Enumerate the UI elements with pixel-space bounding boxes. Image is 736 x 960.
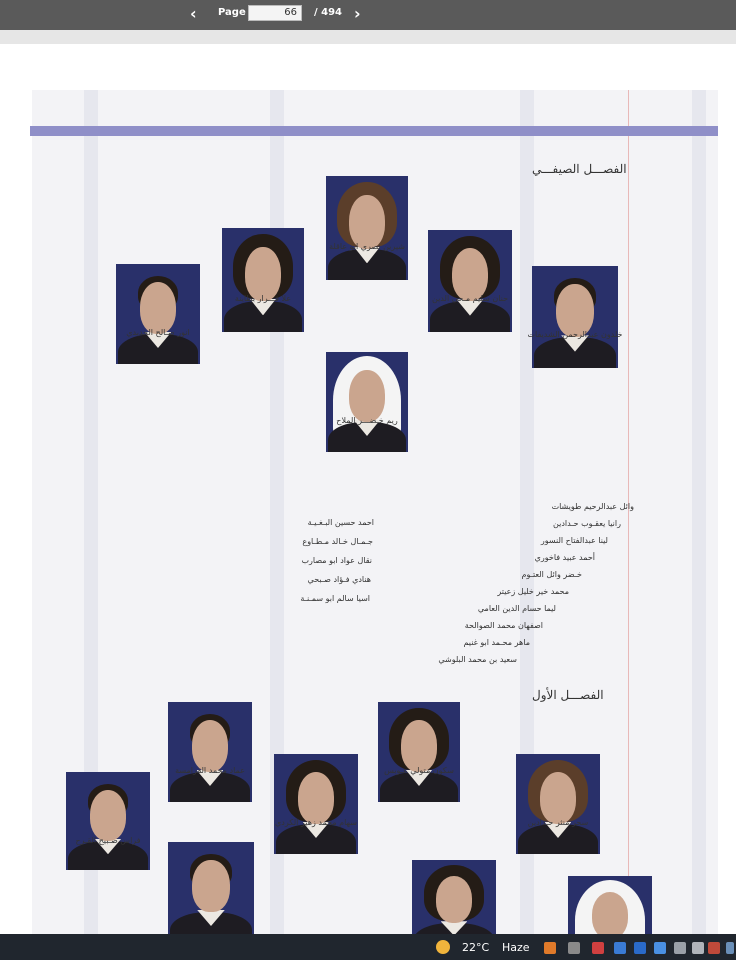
student-name-line: سعيد بن محمد البلوشي	[438, 655, 517, 664]
student-name-line: ماهر محـمد ابو غنيم	[463, 638, 530, 647]
student-photo	[516, 754, 600, 854]
usb-icon[interactable]	[692, 942, 704, 954]
skype-icon[interactable]	[568, 942, 580, 954]
student-name: سحر منثر حـدادين	[527, 818, 589, 827]
outlook-icon[interactable]	[634, 942, 646, 954]
weather-label[interactable]: Haze	[502, 941, 530, 954]
student-name: حنان سليم مـحي الدين	[431, 294, 509, 303]
next-page-button[interactable]: ›	[354, 4, 361, 23]
student-photo	[222, 228, 304, 332]
page-label: Page	[218, 7, 246, 18]
student-name: سكون متولي عـوبس	[384, 766, 454, 775]
student-name: خلدون عبدالرحمن الشديفات	[527, 330, 623, 339]
viewer-toolbar	[0, 0, 736, 30]
margin-line	[628, 90, 629, 934]
student-photo	[326, 176, 408, 280]
student-name-line: نقال عواد ابو مصارب	[301, 556, 372, 565]
student-photo	[326, 352, 408, 452]
student-name-line: محمد خير خليل زعيتر	[497, 587, 569, 596]
notification-icon[interactable]	[726, 942, 734, 954]
student-photo	[412, 860, 496, 934]
student-name-line: جـمـال خـالد مـطـاوع	[302, 537, 373, 546]
student-photo	[378, 702, 460, 802]
section-title-summer: الفصـــل الصيفـــي	[532, 162, 627, 176]
student-photo	[532, 266, 618, 368]
taskbar	[0, 934, 736, 960]
student-name-line: ليما حسام الدين العامي	[477, 604, 556, 613]
student-name-line: أحمد عبيد فاخوري	[534, 553, 595, 562]
student-name: سهام محمد زهير الكردي	[275, 818, 357, 827]
student-photo	[66, 772, 150, 870]
student-name-line: هنادي فـؤاد صـبحي	[307, 575, 371, 584]
student-name-line: احمد حسين البـغـيـة	[307, 518, 374, 527]
paper-stripe	[692, 90, 706, 934]
student-photo	[168, 702, 252, 802]
student-photo	[274, 754, 358, 854]
page-number-input[interactable]: 66	[248, 5, 302, 21]
student-name-line: اسيا سالم ابو سمـنـة	[300, 594, 370, 603]
cloud-icon[interactable]	[674, 942, 686, 954]
student-name: شيرين نصري ابو عاقلة	[329, 242, 405, 251]
page-total: / 494	[314, 7, 343, 18]
student-photo	[568, 876, 652, 934]
student-name: ريم خـضـــر الملاح	[336, 416, 398, 425]
student-name: فراس صـبيح القـرح	[75, 836, 141, 845]
weather-icon[interactable]	[436, 940, 450, 954]
document-page[interactable]	[0, 44, 736, 934]
student-name: عماد محمد القرامسة	[175, 766, 245, 775]
mail-icon[interactable]	[708, 942, 720, 954]
previous-page-button[interactable]: ‹	[190, 4, 197, 23]
student-name: انور صـالح الحديدي	[126, 328, 190, 337]
student-name-line: خـضر وائل العتـوم	[521, 570, 582, 579]
student-name-line: وائل عبدالرحيم طويشات	[551, 502, 634, 511]
student-name-line: لينا عبدالفتاح النسور	[540, 536, 608, 545]
student-photo	[116, 264, 200, 364]
student-name: علا فـــرار بطاينة	[234, 294, 292, 303]
student-photo	[168, 842, 254, 934]
student-name-line: اصفهان محمد الصوالحة	[464, 621, 543, 630]
temperature[interactable]: 22°C	[462, 941, 490, 954]
student-name-line: رانيا يعقـوب حـدادين	[553, 519, 621, 528]
onedrive-icon[interactable]	[654, 942, 666, 954]
viewer-gap	[0, 30, 736, 44]
section-title-first: الفصـــل الأول	[532, 688, 604, 702]
app-icon[interactable]	[592, 942, 604, 954]
student-photo	[428, 230, 512, 332]
network-icon[interactable]	[614, 942, 626, 954]
app-icon[interactable]	[544, 942, 556, 954]
accent-bar	[30, 126, 718, 136]
